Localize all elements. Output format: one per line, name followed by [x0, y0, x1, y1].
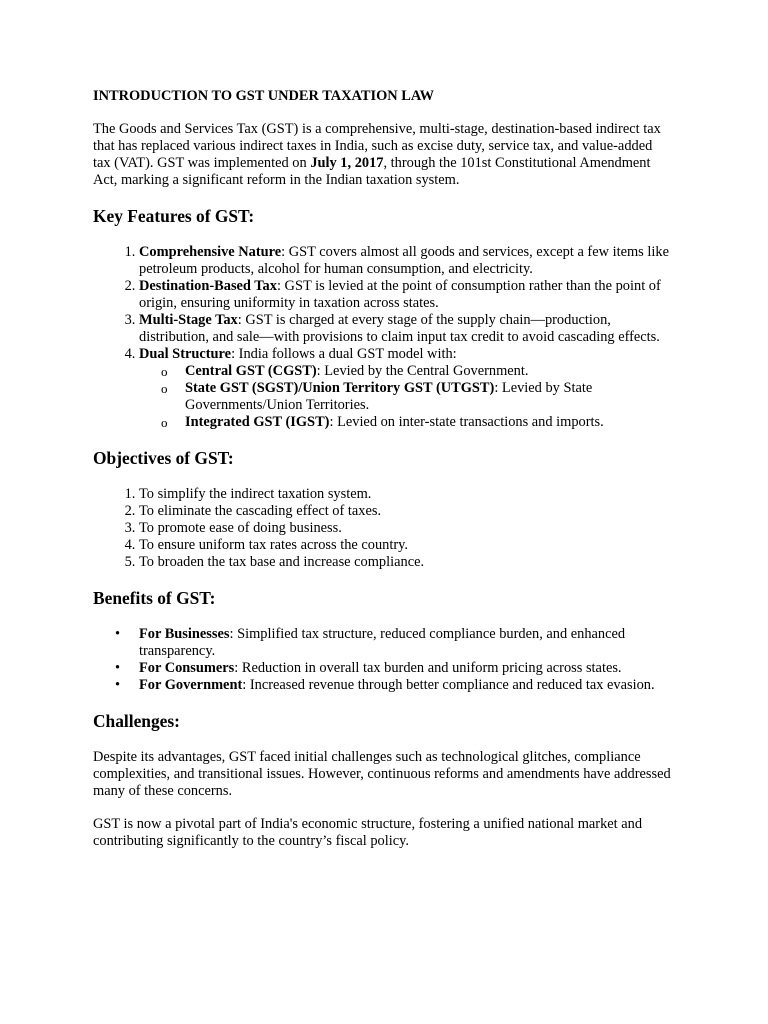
- benefit-text: : Increased revenue through better compliance and reduced tax evasion.: [242, 677, 655, 693]
- objectives-list: [93, 486, 672, 571]
- benefit-term: For Government: [139, 677, 243, 693]
- feature-term: Destination-Based Tax: [139, 278, 277, 294]
- sub-list-item: [185, 363, 672, 380]
- list-item: [139, 244, 672, 278]
- list-item: [139, 312, 672, 346]
- feature-text: : GST covers almost all goods and services, except a few items like petroleum products, alcohol for human consumption, and electricity.: [139, 244, 669, 277]
- list-item: 4. To ensure uniform tax rates across the country.: [139, 537, 672, 554]
- benefit-text: : Reduction in overall tax burden and uniform pricing across states.: [234, 660, 622, 676]
- key-features-heading: Key Features of GST:: [93, 206, 255, 226]
- sub-term: Integrated GST (IGST): [185, 414, 330, 430]
- feature-text: : GST is charged at every stage of the supply chain—production, distribution, and sale—with provisions to claim input tax credit to avoid cascading effects.: [139, 312, 660, 345]
- feature-term: Multi-Stage Tax: [139, 312, 238, 328]
- sub-term: Central GST (CGST): [185, 363, 317, 379]
- intro-text-2: , through the 101st Constitutional Amendment Act, marking a significant reform in the Indian taxation system.: [93, 155, 651, 188]
- intro-text-1: The Goods and Services Tax (GST) is a comprehensive, multi-stage, destination-based indirect tax that has replaced various indirect taxes in India, such as excise duty, service tax, and value-added tax (VAT). GST was implemented on: [93, 121, 661, 171]
- benefit-term: For Consumers: [139, 660, 235, 676]
- list-item: 3. To promote ease of doing business.: [139, 520, 672, 537]
- feature-text: : GST is levied at the point of consumption rather than the point of origin, ensuring uniformity in taxation across states.: [139, 278, 661, 311]
- list-item: 2. To eliminate the cascading effect of taxes.: [139, 503, 672, 520]
- sub-text: : Levied on inter-state transactions and imports.: [329, 414, 604, 430]
- intro-paragraph: [93, 121, 672, 189]
- benefits-heading: Benefits of GST:: [93, 588, 216, 608]
- sub-list-item: [185, 414, 672, 431]
- challenges-paragraph: Despite its advantages, GST faced initial challenges such as technological glitches, compliance complexities, and transitional issues. However, continuous reforms and amendments have addressed many of these concerns.: [93, 749, 671, 799]
- sub-text: : Levied by the Central Government.: [316, 363, 529, 379]
- feature-term: Dual Structure: [139, 346, 232, 362]
- intro-date: July 1, 2017: [310, 155, 384, 171]
- feature-term: Comprehensive Nature: [139, 244, 282, 260]
- benefits-list: [93, 626, 672, 694]
- benefit-text: : Simplified tax structure, reduced compliance burden, and enhanced transparency.: [139, 626, 626, 659]
- benefit-term: For Businesses: [139, 626, 230, 642]
- dual-structure-sublist: [139, 363, 672, 431]
- sub-list-item: [185, 380, 672, 414]
- list-item: 5. To broaden the tax base and increase compliance.: [139, 554, 672, 571]
- document-title: INTRODUCTION TO GST UNDER TAXATION LAW: [93, 88, 435, 104]
- list-item: 1. To simplify the indirect taxation system.: [139, 486, 672, 503]
- list-item: [139, 626, 672, 660]
- sub-text: : Levied by State Governments/Union Territories.: [185, 380, 593, 413]
- list-item: [139, 660, 672, 677]
- objectives-heading: Objectives of GST:: [93, 448, 234, 468]
- feature-text: : India follows a dual GST model with:: [231, 346, 457, 362]
- conclusion-paragraph: GST is now a pivotal part of India's economic structure, fostering a unified national market and contributing significantly to the country’s fiscal policy.: [93, 816, 643, 849]
- key-features-list: [93, 244, 672, 431]
- list-item: [139, 677, 672, 694]
- list-item: [139, 278, 672, 312]
- list-item: [139, 346, 672, 431]
- challenges-heading: Challenges:: [93, 711, 180, 731]
- sub-term: State GST (SGST)/Union Territory GST (UTGST): [185, 380, 495, 396]
